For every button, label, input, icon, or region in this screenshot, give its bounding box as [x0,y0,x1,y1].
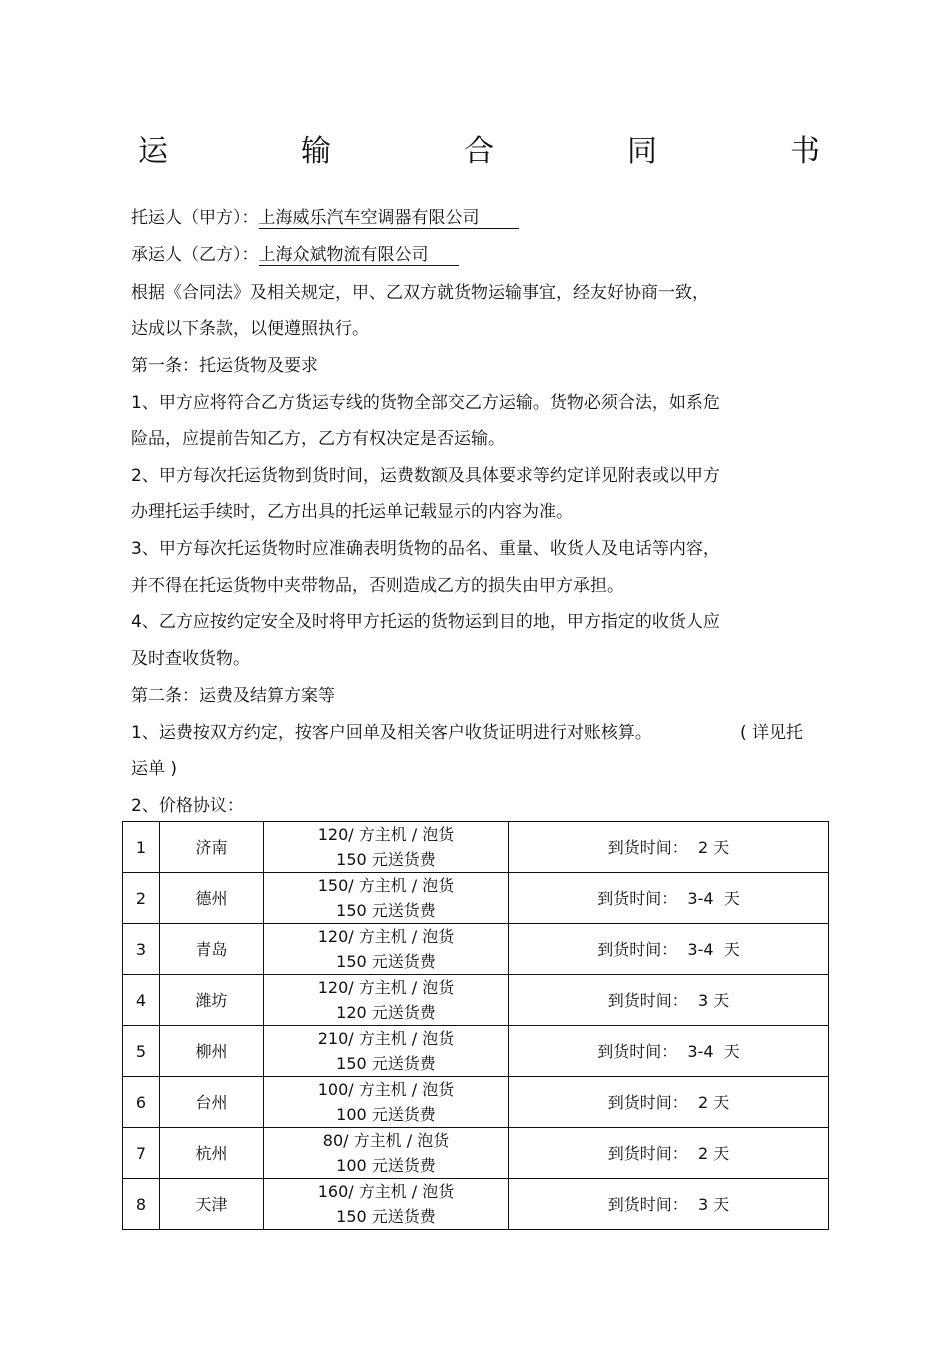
price-line: 120/ 方主机 / 泡货 [317,978,455,997]
delivery-fee: 100 元送货费 [336,1105,436,1124]
price-line: 120/ 方主机 / 泡货 [317,825,455,844]
price-cell [264,1077,509,1128]
article1-line: 4、乙方应按约定安全及时将甲方托运的货物运到目的地，甲方指定的收货人应 [131,612,720,632]
document-title [138,132,820,172]
article1-heading: 第一条：托运货物及要求 [131,356,318,376]
row-number: 4 [123,975,160,1026]
delivery-fee: 150 元送货费 [336,850,436,869]
article1-line: 办理托运手续时，乙方出具的托运单记载显示的内容为准。 [131,502,573,522]
row-number: 7 [123,1128,160,1179]
article2-item2: 2、价格协议： [131,796,244,816]
article1-line: 2、甲方每次托运货物到货时间，运费数额及具体要求等约定详见附表或以甲方 [131,466,720,486]
price-cell [264,1026,509,1077]
city-cell: 青岛 [160,924,264,975]
article2-heading: 第二条：运费及结算方案等 [131,686,335,706]
intro-line: 达成以下条款，以便遵照执行。 [131,319,369,339]
title-char: 同 [627,134,657,169]
price-line: 210/ 方主机 / 泡货 [317,1029,455,1048]
table-row [123,1179,829,1230]
delivery-fee: 120 元送货费 [336,1003,436,1022]
price-line: 160/ 方主机 / 泡货 [317,1182,455,1201]
table-row [123,1128,829,1179]
city-cell: 柳州 [160,1026,264,1077]
table-row [123,1026,829,1077]
party-b-line [131,243,459,267]
row-number: 2 [123,873,160,924]
price-cell [264,873,509,924]
price-cell [264,822,509,873]
delivery-time-cell: 到货时间： 2 天 [509,1128,829,1179]
price-cell [264,924,509,975]
row-number: 6 [123,1077,160,1128]
title-char: 输 [301,134,331,169]
price-line: 100/ 方主机 / 泡货 [317,1080,455,1099]
delivery-time-cell: 到货时间： 3-4 天 [509,873,829,924]
article2-item1-cont: 运单 ) [131,759,178,779]
city-cell: 天津 [160,1179,264,1230]
party-a-value: 上海威乐汽车空调器有限公司 [259,208,519,229]
title-char: 书 [790,134,820,169]
delivery-time-cell: 到货时间： 3-4 天 [509,924,829,975]
article2-item1: 1、运费按双方约定，按客户回单及相关客户收货证明进行对账核算。 [131,723,652,743]
row-number: 3 [123,924,160,975]
party-a-label: 托运人（甲方）： [131,208,259,228]
city-cell: 济南 [160,822,264,873]
city-cell: 台州 [160,1077,264,1128]
delivery-time-cell: 到货时间： 3-4 天 [509,1026,829,1077]
party-a-line [131,206,519,230]
article1-line: 1、甲方应将符合乙方货运专线的货物全部交乙方运输。货物必须合法，如系危 [131,393,720,413]
price-line: 150/ 方主机 / 泡货 [317,876,455,895]
article1-line: 3、甲方每次托运货物时应准确表明货物的品名、重量、收货人及电话等内容， [131,539,720,559]
delivery-fee: 150 元送货费 [336,901,436,920]
table-row [123,873,829,924]
price-line: 120/ 方主机 / 泡货 [317,927,455,946]
delivery-fee: 150 元送货费 [336,1207,436,1226]
table-row [123,1077,829,1128]
delivery-fee: 150 元送货费 [336,1054,436,1073]
price-cell [264,975,509,1026]
city-cell: 潍坊 [160,975,264,1026]
city-cell: 杭州 [160,1128,264,1179]
row-number: 1 [123,822,160,873]
row-number: 8 [123,1179,160,1230]
row-number: 5 [123,1026,160,1077]
price-cell [264,1179,509,1230]
table-row [123,975,829,1026]
price-cell [264,1128,509,1179]
delivery-time-cell: 到货时间： 2 天 [509,822,829,873]
table-row [123,822,829,873]
party-b-value: 上海众斌物流有限公司 [259,245,459,266]
article1-line: 及时查收货物。 [131,649,250,669]
title-char: 运 [138,134,168,169]
intro-line: 根据《合同法》及相关规定，甲、乙双方就货物运输事宜，经友好协商一致， [131,283,709,303]
article2-item1-note: ( 详见托 [740,723,804,743]
title-char: 合 [464,134,494,169]
party-b-label: 承运人（乙方）： [131,245,259,265]
article1-line: 险品，应提前告知乙方，乙方有权决定是否运输。 [131,429,505,449]
delivery-time-cell: 到货时间： 3 天 [509,975,829,1026]
price-line: 80/ 方主机 / 泡货 [322,1131,450,1150]
delivery-fee: 150 元送货费 [336,952,436,971]
table-row [123,924,829,975]
delivery-fee: 100 元送货费 [336,1156,436,1175]
city-cell: 德州 [160,873,264,924]
delivery-time-cell: 到货时间： 2 天 [509,1077,829,1128]
article1-line: 并不得在托运货物中夹带物品，否则造成乙方的损失由甲方承担。 [131,576,624,596]
price-table [122,821,829,1230]
delivery-time-cell: 到货时间： 3 天 [509,1179,829,1230]
